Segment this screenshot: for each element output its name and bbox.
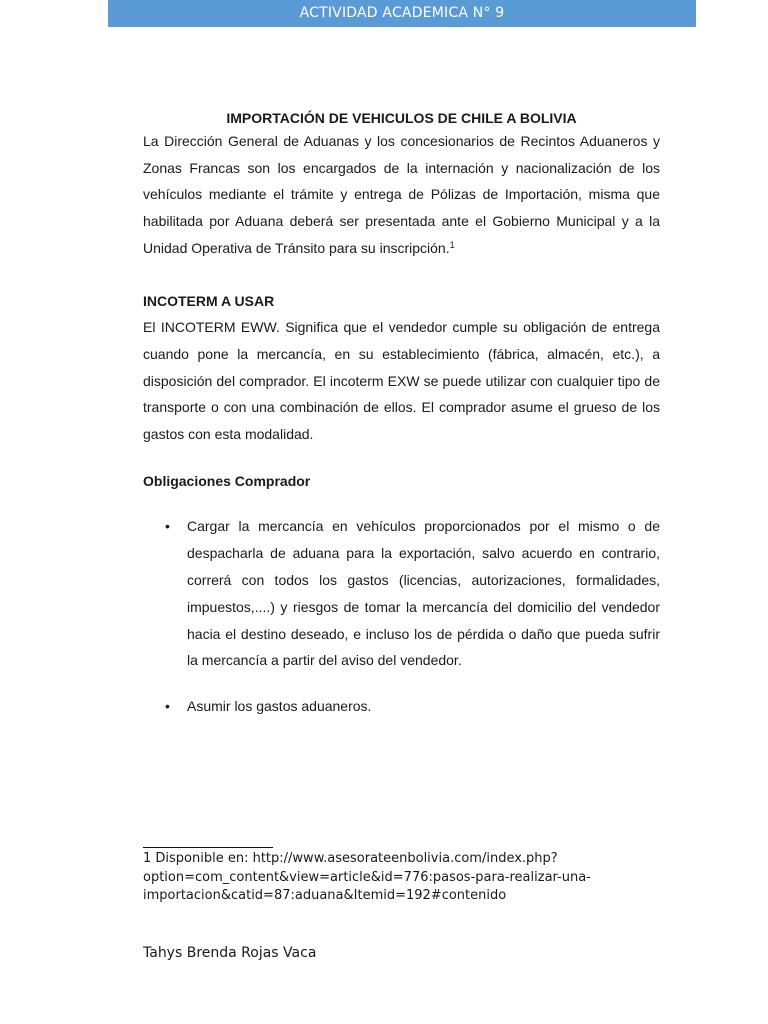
intro-text: La Dirección General de Aduanas y los concesionarios de Recintos Aduaneros y Zonas Francas son los encargados de la internación y nacionalización de los vehículos mediante el trámite y entrega de Pólizas de Importación, misma que habilitada por Aduana deberá ser presentada ante el Gobierno Municipal y a la Unidad Operativa de Tránsito para su inscripción. — [143, 133, 660, 256]
intro-paragraph — [143, 128, 660, 262]
footnote-text: 1 Disponible en: http://www.asesorateenbolivia.com/index.php?option=com_content&view=article&id=776:pasos-para-realizar-una-importacion&catid=87:aduana&Itemid=192#contenido — [143, 851, 591, 903]
obligations-heading: Obligaciones Comprador — [143, 472, 311, 489]
document-body — [143, 108, 660, 720]
bullet-icon: • — [165, 698, 170, 715]
author-name: Tahys Brenda Rojas Vaca — [143, 945, 317, 961]
incoterm-paragraph: El INCOTERM EWW. Significa que el vendedor cumple su obligación de entrega cuando pone la mercancía, en su establecimiento (fábrica, almacén, etc.), a disposición del comprador. El incoterm EXW se puede utilizar con cualquier tipo de transporte o con una combinación de ellos. El comprador asume el grueso de los gastos con esta modalidad. — [143, 319, 660, 443]
list-item — [143, 513, 660, 674]
header-bar — [108, 0, 696, 27]
footnote-separator — [143, 847, 273, 848]
header-title: ACTIVIDAD ACADEMICA N° 9 — [299, 5, 505, 21]
footnote-reference[interactable]: 1 — [449, 239, 455, 250]
bullet-icon: • — [165, 518, 170, 535]
list-item-text: Cargar la mercancía en vehículos proporcionados por el mismo o de despacharla de aduana para la exportación, salvo acuerdo en contrario, correrá con todos los gastos (licencias, autorizaciones, formalidades, impuestos,....) y riesgos de tomar la mercancía del domicilio del vendedor hacia el destino deseado, e incluso los de pérdida o daño que pueda sufrir la mercancía a partir del aviso del vendedor. — [187, 518, 660, 669]
list-item-text: Asumir los gastos aduaneros. — [187, 698, 372, 715]
incoterm-heading: INCOTERM A USAR — [143, 292, 275, 309]
document-title: IMPORTACIÓN DE VEHICULOS DE CHILE A BOLIVIA — [226, 110, 577, 126]
obligations-list — [143, 513, 660, 720]
list-item — [143, 693, 660, 720]
